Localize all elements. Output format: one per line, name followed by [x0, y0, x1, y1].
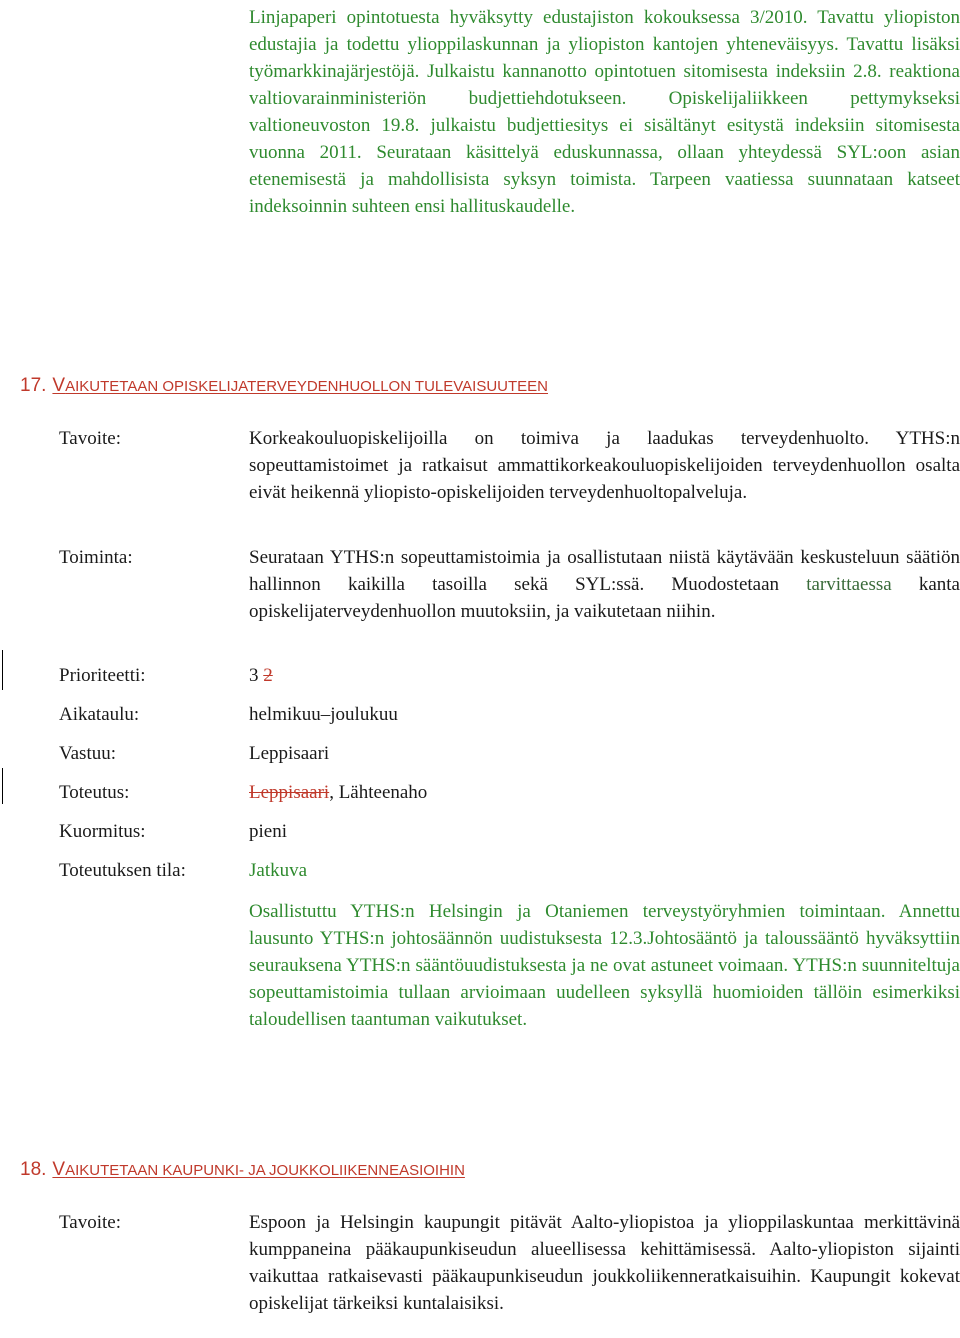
toteutus-deleted: Leppisaari [249, 782, 330, 803]
title-initial: V [52, 1159, 66, 1180]
toteutus-current: , Lähteenaho [329, 782, 428, 803]
aikataulu-label: Aikataulu: [59, 704, 140, 725]
revision-bar [2, 650, 3, 690]
kuormitus-value: pieni [249, 821, 287, 842]
kuormitus-label: Kuormitus: [59, 821, 146, 842]
vastuu-label: Vastuu: [59, 743, 116, 764]
section-17-heading [20, 374, 548, 399]
toiminta-text-a: Seurataan YTHS:n sopeuttamistoimia ja osallistutaan niistä käytävään keskusteluun säätiön hallinnon kaikilla tasoilla sekä SYL:ssä. Muodostetaan [249, 547, 960, 595]
title-rest: AIKUTETAAN KAUPUNKI- JA JOUKKOLIIKENNEASIOIHIN [65, 1162, 465, 1179]
section-number: 17. [20, 375, 47, 396]
toiminta-inserted-word: tarvittaessa [806, 574, 892, 595]
title-initial: V [52, 375, 66, 396]
tavoite-label: Tavoite: [59, 1212, 121, 1233]
intro-paragraph: Linjapaperi opintotuesta hyväksytty edustajiston kokouksessa 3/2010. Tavattu yliopiston edustajia ja todettu ylioppilaskunnan ja yliopiston kantojen yhteneväisyys. Tavattu lisäksi työmarkkinajärjestöjä. Julkaistu kannanotto opintotuen sitomisesta indeksiin 2.8. reaktiona valtiovarainministeriön budjettiehdotukseen. Opiskelijaliikkeen pettymykseksi valtioneuvoston 19.8. julkaistu budjettiesitys ei sisältänyt esitystä indeksiin sitomisesta vuonna 2011. Seurataan käsittelyä eduskunnassa, ollaan yhteydessä SYL:oon asian etenemisestä ja mahdollisista syksyn toimista. Tarpeen vaatiessa suunnataan katseet indeksoinnin suhteen ensi hallituskaudelle. [249, 7, 960, 217]
tavoite-text: Espoon ja Helsingin kaupungit pitävät Aalto-yliopistoa ja ylioppilaskuntaa merkittävinä kumppaneina pääkaupunkiseudun alueellisessa kehittämisessä. Aalto-yliopiston sijainti vaikuttaa ratkaisevasti pääkaupunkiseudun joukkoliikenneratkaisuihin. Kaupungit kokevat opiskelijat tärkeiksi kuntalaisiksi. [249, 1212, 960, 1314]
aikataulu-value: helmikuu–joulukuu [249, 704, 398, 725]
tila-label: Toteutuksen tila: [59, 860, 186, 881]
revision-bar [2, 768, 3, 804]
toiminta-label: Toiminta: [59, 547, 133, 568]
section-18-heading [20, 1158, 465, 1183]
prioriteetti-label-text: Prioriteetti [59, 665, 141, 686]
tila-value: Jatkuva [249, 860, 308, 881]
title-rest: AIKUTETAAN OPISKELIJATERVEYDENHUOLLON TULEVAISUUTEEN [65, 378, 549, 395]
tavoite-text: Korkeakouluopiskelijoilla on toimiva ja laadukas terveydenhuolto. YTHS:n sopeuttamistoimet ja ratkaisut ammattikorkeakouluopiskelijoiden terveydenhuollon osalta eivät heikennä yliopisto-opiskelijoiden terveydenhuoltopalveluja. [249, 428, 960, 503]
status-paragraph: Osallistuttu YTHS:n Helsingin ja Otaniemen terveystyöryhmien toimintaan. Annettu lausunto YTHS:n johtosäännön uudistuksesta 12.3.Johtosääntö ja taloussääntö hyväksyttiin seurauksena YTHS:n sääntöuudistuksesta ja ne ovat astuneet voimaan. YTHS:n suunniteltuja sopeuttamistoimia tullaan arvioimaan uudelleen syksyllä huomioiden tällöin esimerkiksi taloudellisen taantuman vaikutukset. [249, 901, 960, 1030]
prioriteetti-current: 3 [249, 665, 259, 686]
tavoite-label: Tavoite: [59, 428, 121, 449]
toiminta-text-c: kanta opiskelijaterveydenhuollon muutoksiin, ja vaikutetaan niihin. [249, 574, 960, 622]
prioriteetti-label [59, 662, 244, 689]
prioriteetti-value [249, 662, 960, 689]
prioriteetti-colon: : [140, 665, 146, 686]
prioriteetti-deleted: 2 [263, 665, 273, 686]
vastuu-value: Leppisaari [249, 743, 330, 764]
toteutus-value [249, 779, 960, 806]
toteutus-label: Toteutus: [59, 782, 130, 803]
section-number: 18. [20, 1159, 47, 1180]
toiminta-text [249, 544, 960, 625]
